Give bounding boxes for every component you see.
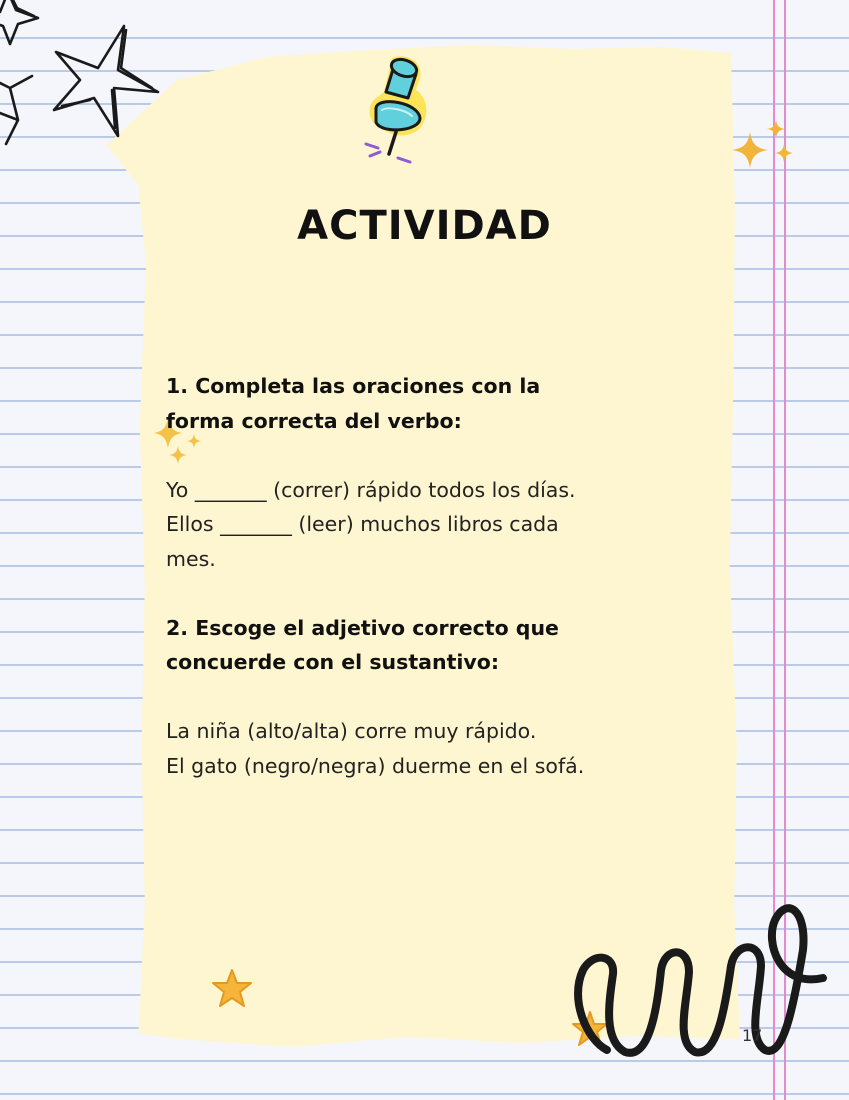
sparkle-icon [728,118,798,174]
doodle-stars-icon [0,0,170,150]
exercise-1-sentence: Yo _______ (correr) rápido todos los días. [166,477,576,502]
activity-content [166,369,636,783]
exercise-2-heading-line-2: concuerde con el sustantivo: [166,650,500,674]
loop-scribble-icon [565,890,835,1070]
exercise-2-heading-line-1: 2. Escoge el adjetivo correcto que [166,615,559,640]
exercise-2-sentence: El gato (negro/negra) duerme en el sofá. [166,753,585,778]
pushpin-icon [358,52,438,168]
page-number: 17 [742,1026,763,1045]
page-title: ACTIVIDAD [297,203,552,249]
exercise-1-sentence: Ellos _______ (leer) muchos libros cada [166,512,559,536]
exercise-2-sentence: La niña (alto/alta) corre muy rápido. [166,719,537,743]
exercise-1-heading-line-1: 1. Completa las oraciones con la [166,374,541,398]
exercise-1-heading-line-2: forma correcta del verbo: [166,408,462,433]
exercise-1-sentence: mes. [166,546,216,571]
star-icon [210,968,254,1010]
